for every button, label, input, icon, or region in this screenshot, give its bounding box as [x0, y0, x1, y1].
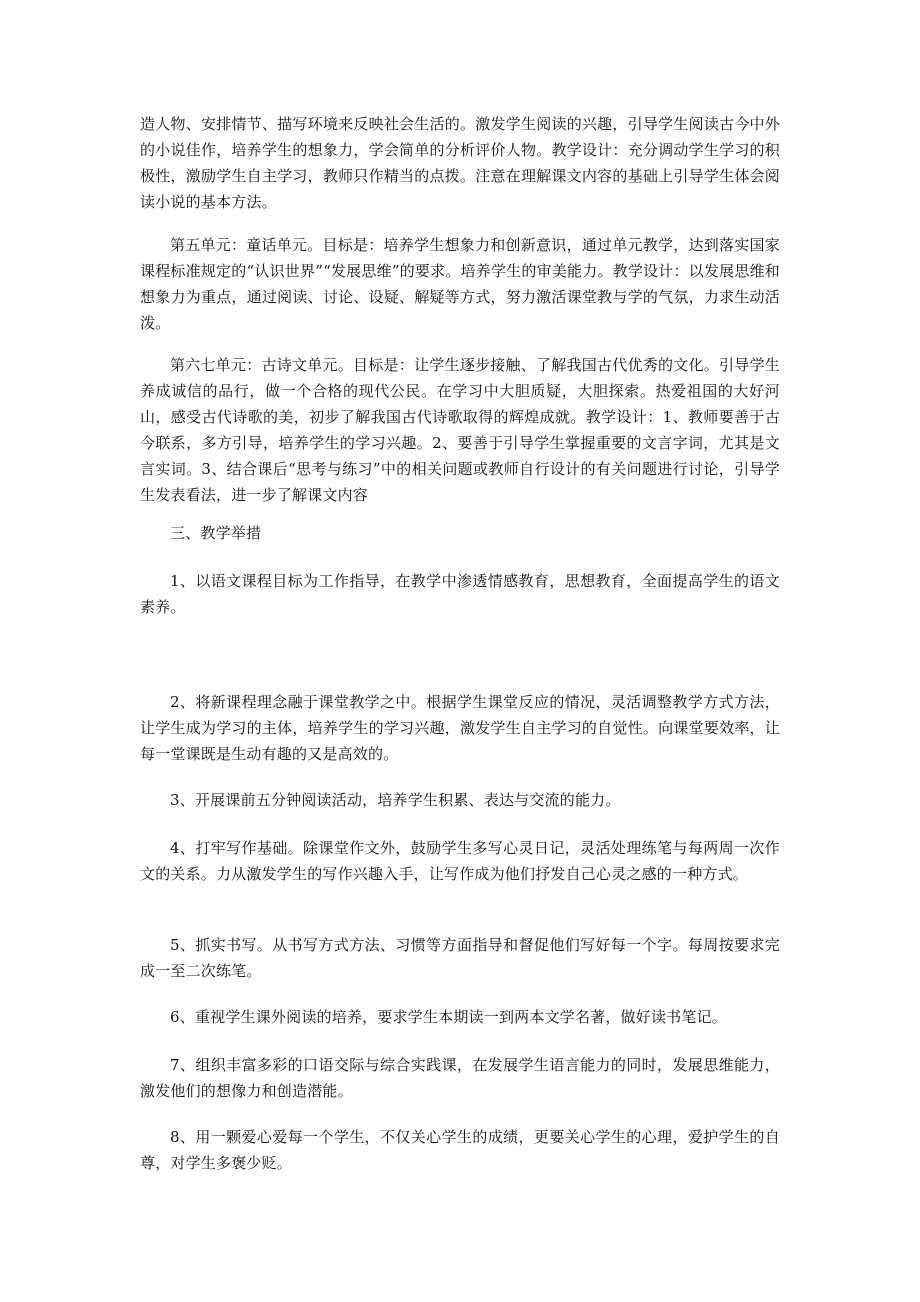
measure-item-1 — [140, 568, 780, 620]
measure-item-8 — [140, 1124, 780, 1176]
paragraph-text: 1、以语文课程目标为工作指导，在教学中渗透情感教育，思想教育，全面提高学生的语文素养。 — [140, 572, 780, 616]
paragraph-text: 2、将新课程理念融于课堂教学之中。根据学生课堂反应的情况，灵活调整教学方式方法，让学生成为学习的主体，培养学生的学习兴趣，激发学生自主学习的自觉性。向课堂要效率，让每一堂课既是生动有趣的又是高效的。 — [140, 693, 780, 763]
paragraph-text: 第六七单元：古诗文单元。目标是：让学生逐步接触、了解我国古代优秀的文化。引导学生养成诚信的品行，做一个合格的现代公民。在学习中大胆质疑，大胆探索。热爱祖国的大好河山，感受古代诗歌的美，初步了解我国古代诗歌取得的辉煌成就。教学设计：1、教师要善于古今联系，多方引导，培养学生的学习兴趣。2、要善于引导学生掌握重要的文言字词，尤其是文言实词。3、结合课后“思考与练习”中的相关问题或教师自行设计的有关问题进行讨论，引导学生发表看法，进一步了解课文内容 — [140, 356, 780, 504]
section-heading: 三、教学举措 — [170, 524, 262, 542]
paragraph-novel-unit-continued — [140, 111, 780, 215]
paragraph-text: 5、抓实书写。从书写方式方法、习惯等方面指导和督促他们写好每一个字。每周按要求完成一至二次练笔。 — [140, 936, 780, 980]
measure-item-7 — [140, 1052, 780, 1104]
paragraph-text: 第五单元：童话单元。目标是：培养学生想象力和创新意识，通过单元教学，达到落实国家课程标准规定的“认识世界”“发展思维”的要求。培养学生的审美能力。教学设计：以发展思维和想象力为重点，通过阅读、讨论、设疑、解疑等方式，努力激活课堂教与学的气氛，力求生动活泼。 — [140, 236, 780, 332]
paragraph-text: 8、用一颗爱心爱每一个学生，不仅关心学生的成绩，更要关心学生的心理，爱护学生的自尊，对学生多褒少贬。 — [140, 1128, 780, 1172]
paragraph-text: 7、组织丰富多彩的口语交际与综合实践课，在发展学生语言能力的同时，发展思维能力，激发他们的想像力和创造潜能。 — [140, 1056, 780, 1100]
measure-item-6 — [140, 1004, 780, 1030]
measure-item-2 — [140, 689, 780, 767]
section-heading-teaching-measures — [140, 520, 780, 546]
paragraph-text: 4、打牢写作基础。除课堂作文外，鼓励学生多写心灵日记，灵活处理练笔与每两周一次作文的关系。力从激发学生的写作兴趣入手，让写作成为他们抒发自己心灵之感的一种方式。 — [140, 839, 780, 883]
paragraph-text: 6、重视学生课外阅读的培养，要求学生本期读一到两本文学名著，做好读书笔记。 — [170, 1008, 727, 1026]
paragraph-unit-five — [140, 232, 780, 336]
paragraph-text: 造人物、安排情节、描写环境来反映社会生活的。激发学生阅读的兴趣，引导学生阅读古今中外的小说佳作，培养学生的想象力，学会简单的分析评价人物。教学设计：充分调动学生学习的积极性，激励学生自主学习，教师只作精当的点拨。注意在理解课文内容的基础上引导学生体会阅读小说的基本方法。 — [140, 115, 780, 211]
paragraph-text: 3、开展课前五分钟阅读活动，培养学生积累、表达与交流的能力。 — [170, 791, 621, 809]
measure-item-5 — [140, 932, 780, 984]
measure-item-4 — [140, 835, 780, 887]
paragraph-unit-six-seven — [140, 352, 780, 508]
measure-item-3 — [140, 787, 780, 813]
